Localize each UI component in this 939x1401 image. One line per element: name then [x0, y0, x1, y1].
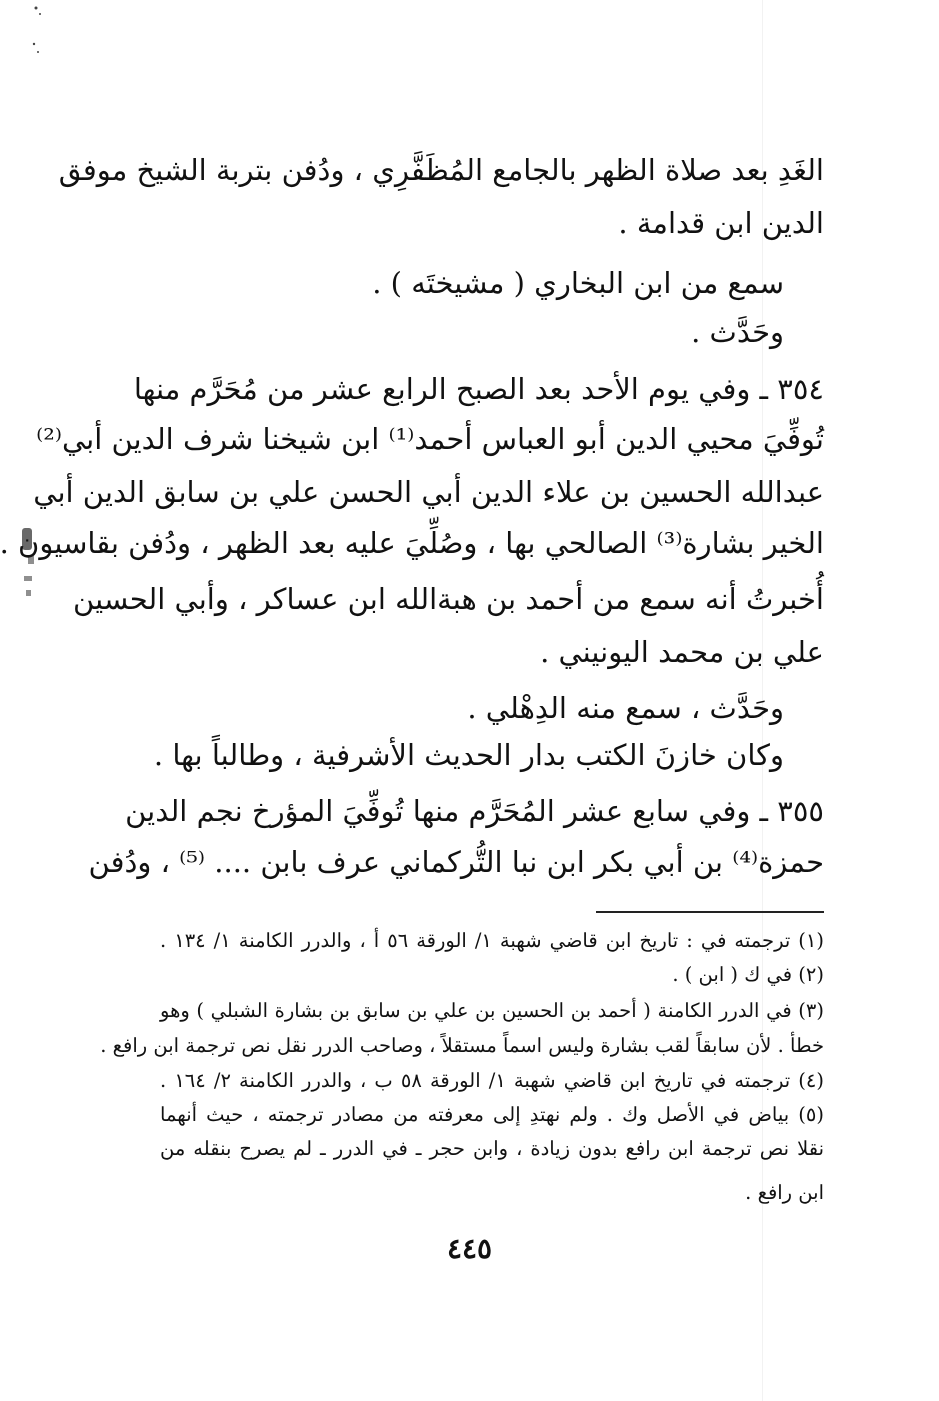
footnote-3-cont: خطأ . لأن سابقاً لقب بشارة وليس اسماً مستقلاً ، وصاحب الدرر نقل نص ترجمة ابن رافع .: [100, 1034, 824, 1057]
scan-edge-marks: [0, 0, 60, 1401]
footnote-5-cont: نقلا نص ترجمة ابن رافع بدون زيادة ، وابن حجر ـ في الدرر ـ لم يصرح بنقله من: [160, 1137, 824, 1160]
body-line-5: ٣٥٤ ـ وفي يوم الأحد بعد الصبح الرابع عشر من مُحَرَّم منها: [133, 372, 824, 406]
body-line-10: علي بن محمد اليونيني .: [540, 635, 824, 669]
body-line-2: الدين ابن قدامة .: [618, 206, 824, 240]
body-line-7: عبدالله الحسين بن علاء الدين أبي الحسن علي بن سابق الدين أبي: [33, 475, 824, 509]
body-line-14: حمزة⁽⁴⁾ بن أبي بكر ابن نبا التُّركماني عرف بابن .... ⁽⁵⁾ ، ودُفن: [88, 845, 824, 879]
footnote-5: (٥) بياض في الأصل وك . ولم نهتدِ إلى معرفته من مصادر ترجمته ، حيث أنهما: [160, 1103, 824, 1126]
footnote-5-end: ابن رافع .: [745, 1181, 824, 1204]
body-line-6: تُوفِّيَ محيي الدين أبو العباس أحمد⁽¹⁾ ابن شيخنا شرف الدين أبي⁽²⁾: [36, 422, 824, 456]
footnote-4: (٤) ترجمته في تاريخ ابن قاضي شهبة ١/ الورقة ٥٨ ب ، والدرر الكامنة ٢/ ١٦٤ .: [160, 1069, 825, 1092]
footnote-1: (١) ترجمته في : تاريخ ابن قاضي شهبة ١/ الورقة ٥٦ أ ، والدرر الكامنة ١/ ١٣٤ .: [160, 929, 824, 952]
body-line-12: وكان خازنَ الكتب بدار الحديث الأشرفية ، وطالباً بها .: [153, 738, 784, 772]
footnote-3: (٣) في الدرر الكامنة ( أحمد بن الحسين بن علي بن سابق بن بشارة الشبلي ) وهو: [160, 999, 824, 1022]
body-line-11: وحَدَّث ، سمع منه الدِهْلي .: [467, 691, 784, 725]
body-line-4: وحَدَّث .: [691, 315, 784, 349]
body-line-8: الخير بشارة⁽³⁾ الصالحي بها ، وصُلِّيَ عليه بعد الظهر ، ودُفن بقاسيون .: [0, 526, 824, 560]
footnote-separator: [596, 911, 824, 913]
page-number: ٤٤٥: [446, 1232, 493, 1265]
body-line-9: أُخبرتُ أنه سمع من أحمد بن هبةالله ابن عساكر ، وأبي الحسين: [73, 582, 824, 616]
body-line-1: الغَدِ بعد صلاة الظهر بالجامع المُظَفَّرِي ، ودُفن بتربة الشيخ موفق: [58, 153, 824, 187]
body-line-13: ٣٥٥ ـ وفي سابع عشر المُحَرَّم منها تُوفِّيَ المؤرخ نجم الدين: [125, 794, 824, 828]
footnote-2: (٢) في ك ( ابن ) .: [672, 963, 824, 986]
body-line-3: سمع من ابن البخاري ( مشيختَه ) .: [372, 266, 784, 300]
